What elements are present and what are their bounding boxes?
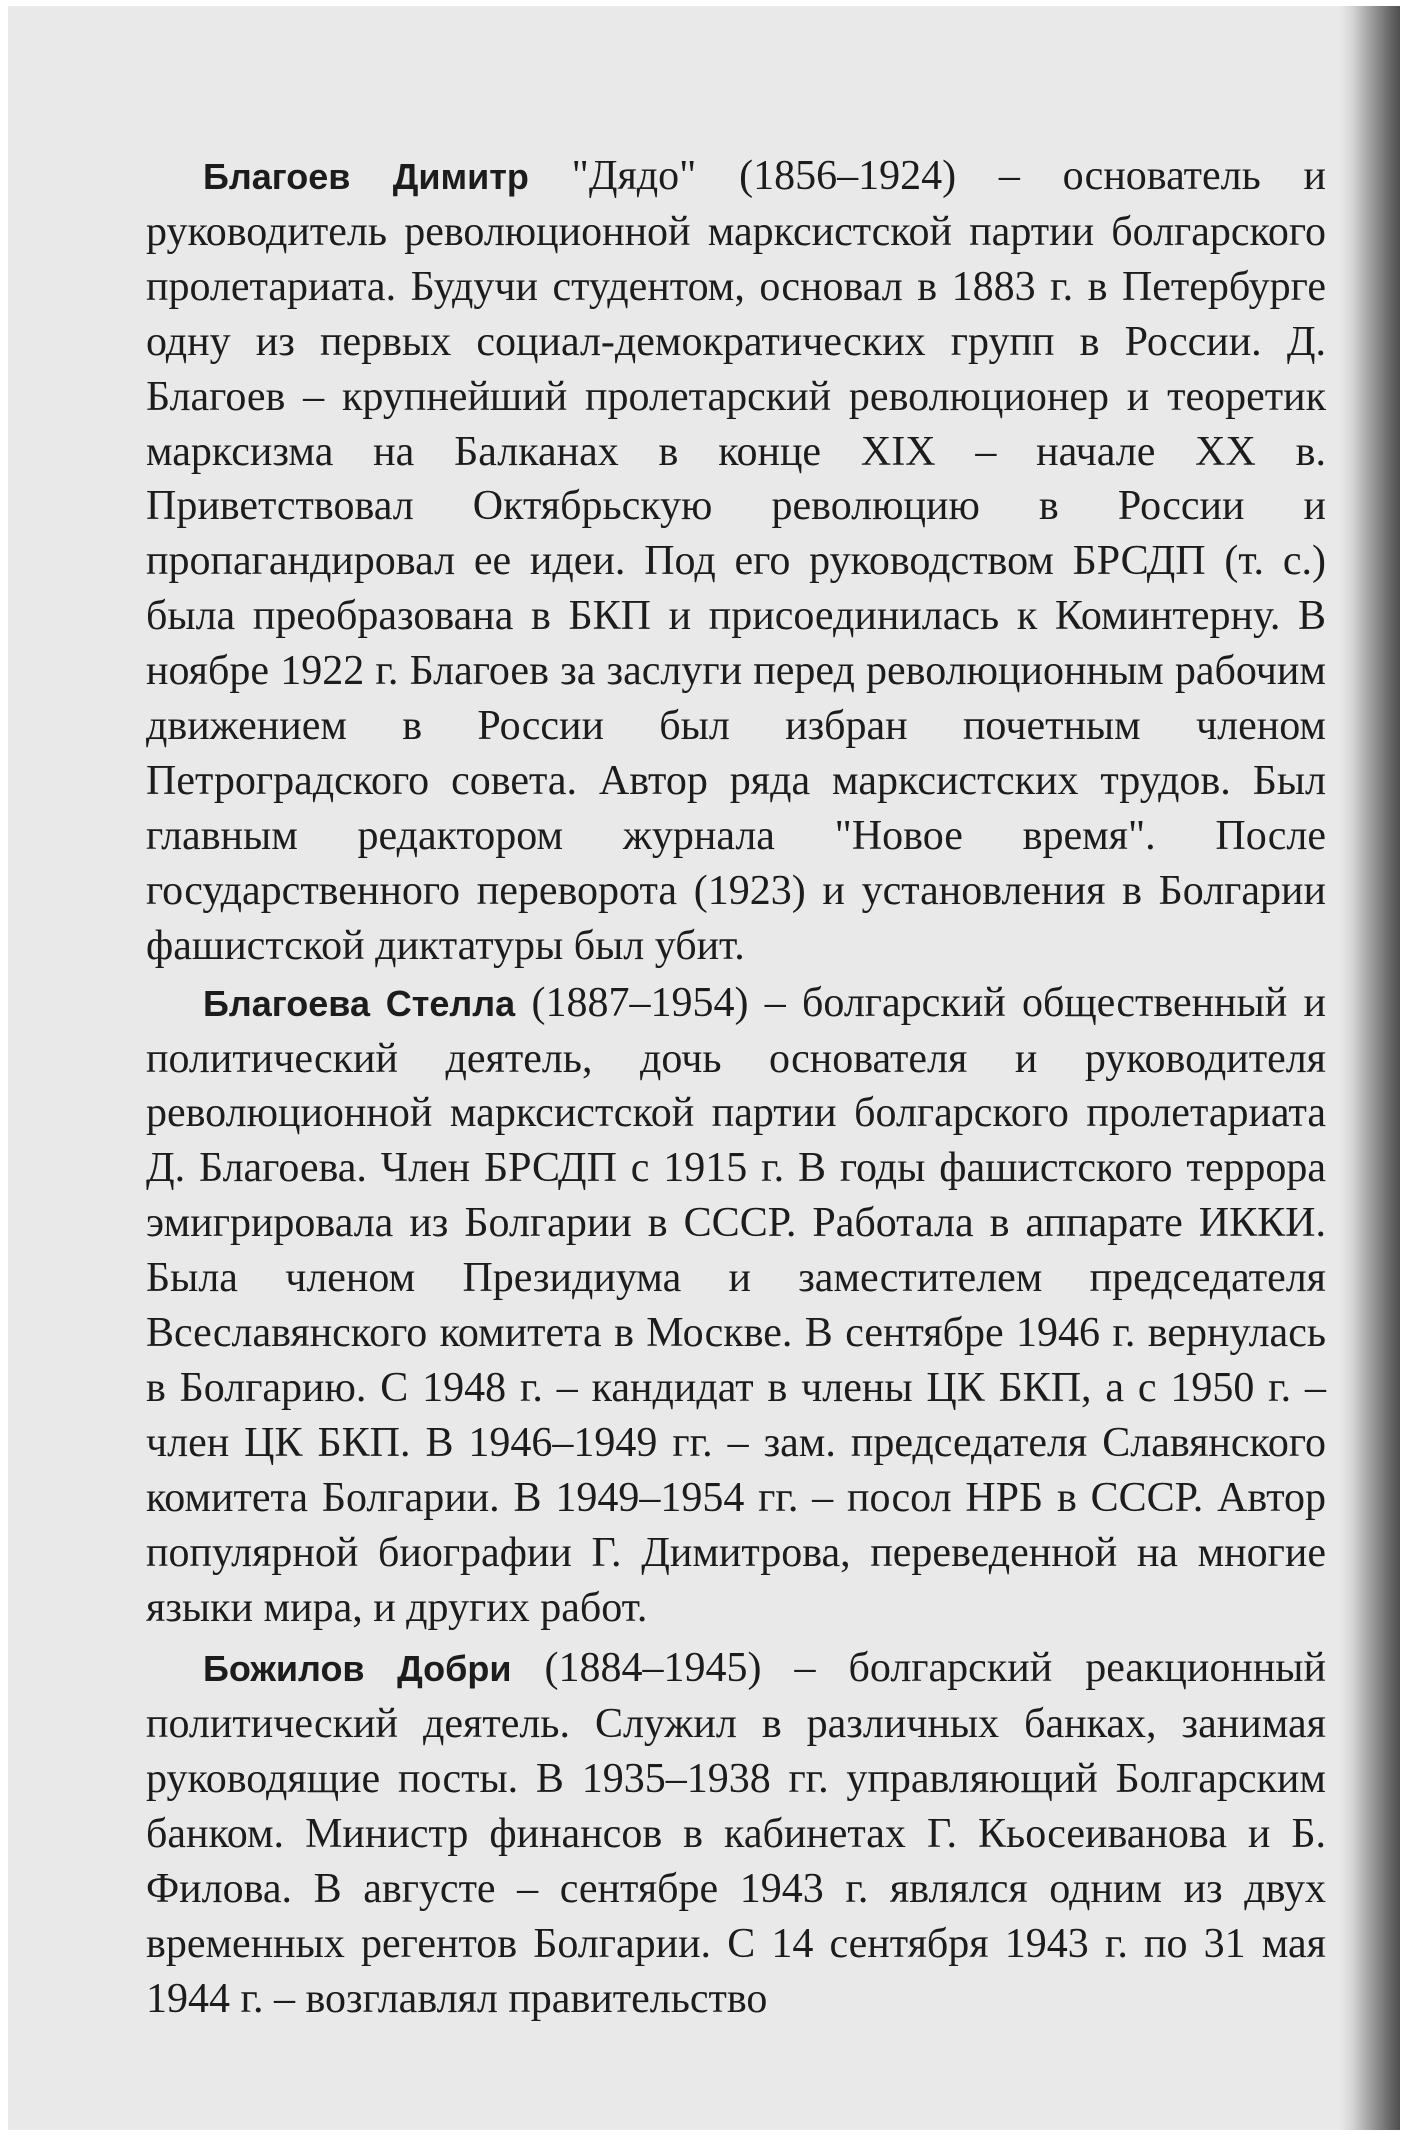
entry-text: (1887–1954) – болгарский общественный и политический деятель, дочь основателя и руководителя революционной марксистской партии болгарского пролетариата Д. Благоева. Член БРСДП с 1915 г. В годы фашистского террора эмигрировала из Болгарии в СССР. Работала в аппарате ИККИ. Была членом Президиума и заместителем председателя Всеславянского комитета в Москве. В сентябре 1946 г. вернулась в Болгарию. С 1948 г. – кандидат в члены ЦК БКП, а с 1950 г. – член ЦК БКП. В 1946–1949 гг. – зам. председателя Славянского комитета Болгарии. В 1949–1954 гг. – посол НРБ в СССР. Автор популярной биографии Г. Димитрова, переведенной на многие языки мира, и других работ. xyxy=(146,979,1326,1631)
entry-blagoeva-stella xyxy=(146,976,1326,1636)
entry-name: Благоев Димитр xyxy=(203,156,529,197)
page-text xyxy=(146,149,1326,2027)
entry-blagoev-dimitr xyxy=(146,149,1326,974)
entry-name: Благоева Стелла xyxy=(203,982,516,1024)
page-spine-shadow xyxy=(1340,6,1400,2130)
entry-text: "Дядо" (1856–1924) – основатель и руководитель революционной марксистской партии болгарского пролетариата. Будучи студентом, основал в 1883 г. в Петербурге одну из первых социал-демократических групп в России. Д. Благоев – крупнейший пролетарский революционер и теоретик марксизма на Балканах в конце XIX – начале XX в. Приветствовал Октябрьскую революцию в России и пропагандировал ее идеи. Под его руководством БРСДП (т. с.) была преобразована в БКП и присоединилась к Коминтерну. В ноябре 1922 г. Благоев за заслуги перед революционным рабочим движением в России был избран почетным членом Петроградского совета. Автор ряда марксистских трудов. Был главным редактором журнала "Новое время". После государственного переворота (1923) и установления в Болгарии фашистской диктатуры был убит. xyxy=(146,153,1327,969)
entry-text: (1884–1945) – болгарский реакционный политический деятель. Служил в различных банках, занимая руководящие посты. В 1935–1938 гг. управляющий Болгарским банком. Министр финансов в кабинетах Г. Кьосеиванова и Б. Филова. В августе – сентябре 1943 г. являлся одним из двух временных регентов Болгарии. С 14 сентября 1943 г. по 31 мая 1944 г. – возглавлял правительство xyxy=(146,1645,1326,2022)
entry-name: Божилов Добри xyxy=(203,1648,512,1690)
book-page xyxy=(8,6,1400,2130)
entry-bozhilov-dobri xyxy=(146,1641,1326,2026)
